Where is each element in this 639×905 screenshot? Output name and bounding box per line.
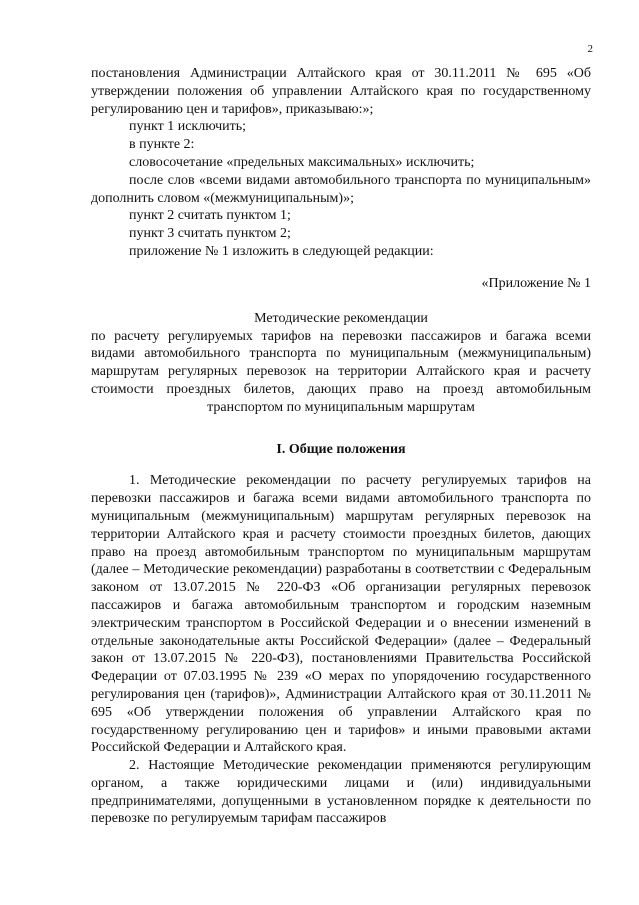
paragraph-item: пункт 1 исключить;	[129, 119, 247, 135]
document-subtitle: по расчету регулируемых тарифов на перевозки пассажиров и багажа всеми видами автомобильного транспорта по муниципальным (межмуниципальным) маршрутам регулярных перевозок на территории Алтайского края и расчету стоимости проездных билетов, дающих право на проезд автомобильным транспортом по муниципальным маршрутам	[91, 328, 591, 415]
paragraph-item: пункт 2 считать пунктом 1;	[129, 208, 291, 224]
paragraph-item: приложение № 1 изложить в следующей редакции:	[129, 243, 434, 259]
paragraph-item: после слов «всеми видами автомобильного транспорта по муниципальным» дополнить словом «(межмуниципальным)»;	[91, 172, 591, 206]
document-title: Методические рекомендации	[254, 310, 428, 326]
section-paragraph: 1. Методические рекомендации по расчету регулируемых тарифов на перевозки пассажиров и багажа всеми видами автомобильного транспорта по муниципальным (межмуниципальным) маршрутам регулярных перевозок на территории Алтайского края и расчету стоимости проездных билетов, дающих право на проезд автомобильным транспортом по муниципальным маршрутам (далее – Методические рекомендации) разработаны в соответствии с Федеральным законом от 13.07.2015 № 220-ФЗ «Об организации регулярных перевозок пассажиров и багажа автомобильным транспортом и городским наземным электрическим транспортом в Российской Федерации и о внесении изменений в отдельные законодательные акты Российской Федерации» (далее – Федеральный закон от 13.07.2015 № 220-ФЗ), постановлениями Правительства Российской Федерации от 07.03.1995 № 239 «О мерах по упорядочению государственного регулирования цен (тарифов)», Администрации Алтайского края от 30.11.2011 № 695 «Об утверждении положения об управлении Алтайского края по государственному регулированию цен и тарифов» и иными правовыми актами Российской Федерации и Алтайского края.	[91, 473, 591, 756]
paragraph-item: пункт 3 считать пунктом 2;	[129, 226, 291, 242]
document-body	[91, 65, 591, 828]
section-paragraph: 2. Настоящие Методические рекомендации применяются регулирующим органом, а также юридическими лицами и (или) индивидуальными предпринимателями, допущенными в установленном порядке к деятельности по перевозке по регулируемым тарифам пассажиров	[91, 758, 591, 827]
paragraph-item: словосочетание «предельных максимальных» исключить;	[129, 154, 475, 170]
page-number: 2	[587, 43, 593, 55]
section-heading: I. Общие положения	[276, 441, 406, 457]
appendix-label: «Приложение № 1	[481, 275, 591, 291]
paragraph-continuation: постановления Администрации Алтайского края от 30.11.2011 № 695 «Об утверждении положения об управлении Алтайского края по государственному регулированию цен и тарифов», приказываю:»;	[91, 66, 591, 117]
paragraph-item: в пункте 2:	[129, 137, 195, 153]
